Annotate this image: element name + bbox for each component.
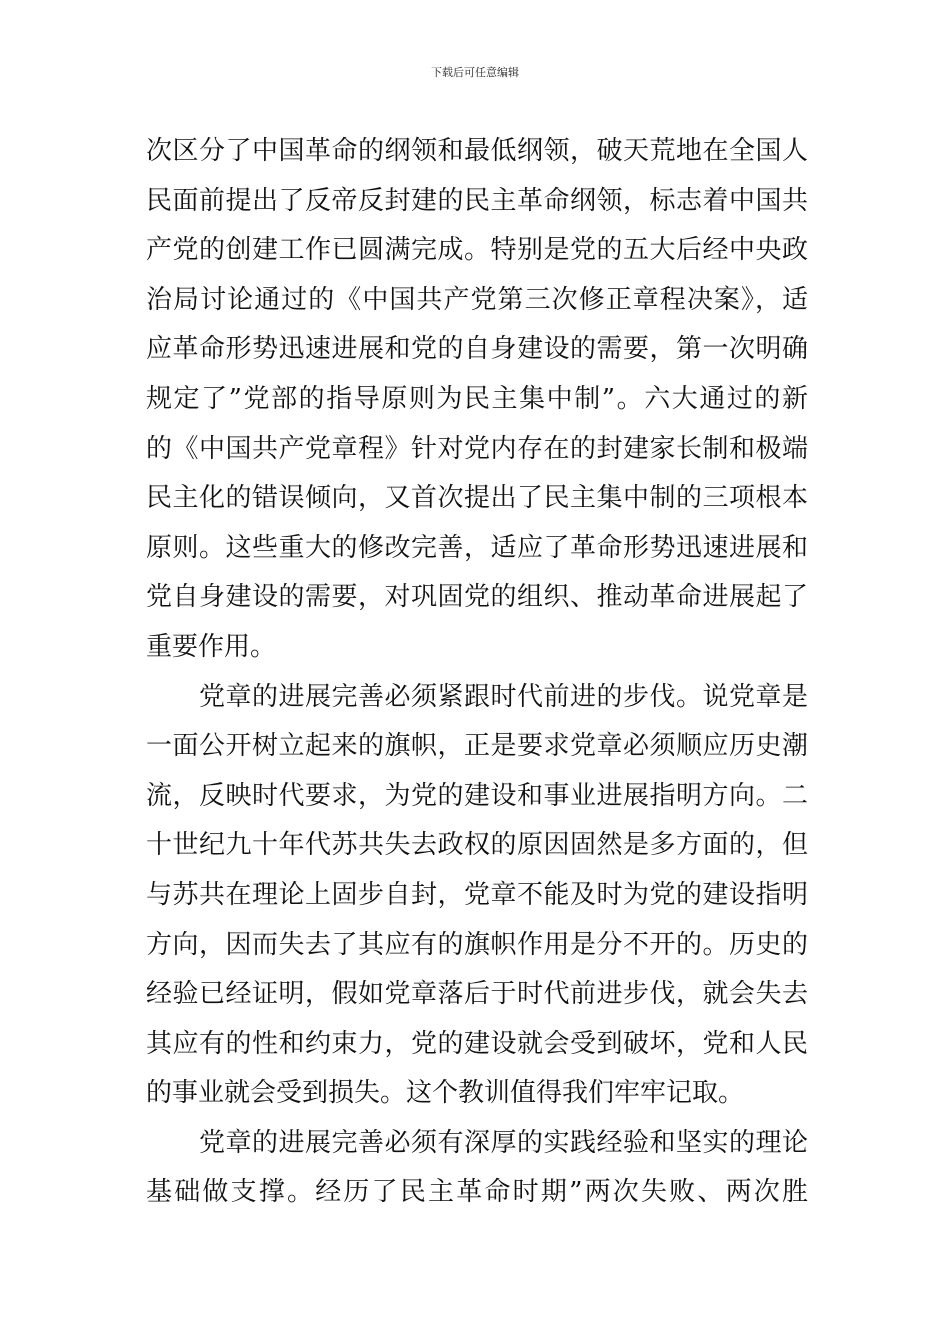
text-line: 应革命形势迅速进展和党的自身建设的需要，第一次明确 <box>146 334 808 365</box>
text-line: 方向，因而失去了其应有的旗帜作用是分不开的。历史的 <box>146 929 808 960</box>
text-line: 次区分了中国革命的纲领和最低纲领，破天荒地在全国人 <box>146 136 808 166</box>
text-line: 民面前提出了反帝反封建的民主革命纲领，标志着中国共 <box>146 185 808 216</box>
text-line: 党章的进展完善必须紧跟时代前进的步伐。说党章是 <box>199 681 808 712</box>
text-line: 原则。这些重大的修改完善，适应了革命形势迅速进展和 <box>146 532 808 563</box>
text-line: 基础做支撑。经历了民主革命时期”两次失败、两次胜 <box>146 1177 808 1208</box>
text-line: 党章的进展完善必须有深厚的实践经验和坚实的理论 <box>199 1127 808 1158</box>
text-line: 与苏共在理论上固步自封，党章不能及时为党的建设指明 <box>146 879 808 910</box>
body-text <box>146 127 808 1218</box>
text-line: 一面公开树立起来的旗帜，正是要求党章必须顺应历史潮 <box>146 731 808 762</box>
text-line: 治局讨论通过的《中国共产党第三次修正章程决案》，适 <box>146 284 808 315</box>
text-line: 十世纪九十年代苏共失去政权的原因固然是多方面的，但 <box>146 830 808 861</box>
text-line: 的事业就会受到损失。这个教训值得我们牢牢记取。 <box>146 1078 745 1109</box>
text-line: 的《中国共产党章程》针对党内存在的封建家长制和极端 <box>146 433 808 464</box>
text-line: 民主化的错误倾向，又首次提出了民主集中制的三项根本 <box>146 483 808 514</box>
text-line: 经验已经证明，假如党章落后于时代前进步伐，就会失去 <box>146 979 808 1010</box>
text-line: 产党的创建工作已圆满完成。特别是党的五大后经中央政 <box>146 235 808 266</box>
text-line: 其应有的性和约束力，党的建设就会受到破坏，党和人民 <box>146 1028 808 1059</box>
text-line: 流，反映时代要求，为党的建设和事业进展指明方向。二 <box>146 780 808 811</box>
text-line: 规定了”党部的指导原则为民主集中制”。六大通过的新 <box>146 383 808 414</box>
text-line: 党自身建设的需要，对巩固党的组织、推动革命进展起了 <box>146 582 808 613</box>
page-header: 下载后可任意编辑 <box>431 66 519 79</box>
text-line: 重要作用。 <box>146 631 277 662</box>
